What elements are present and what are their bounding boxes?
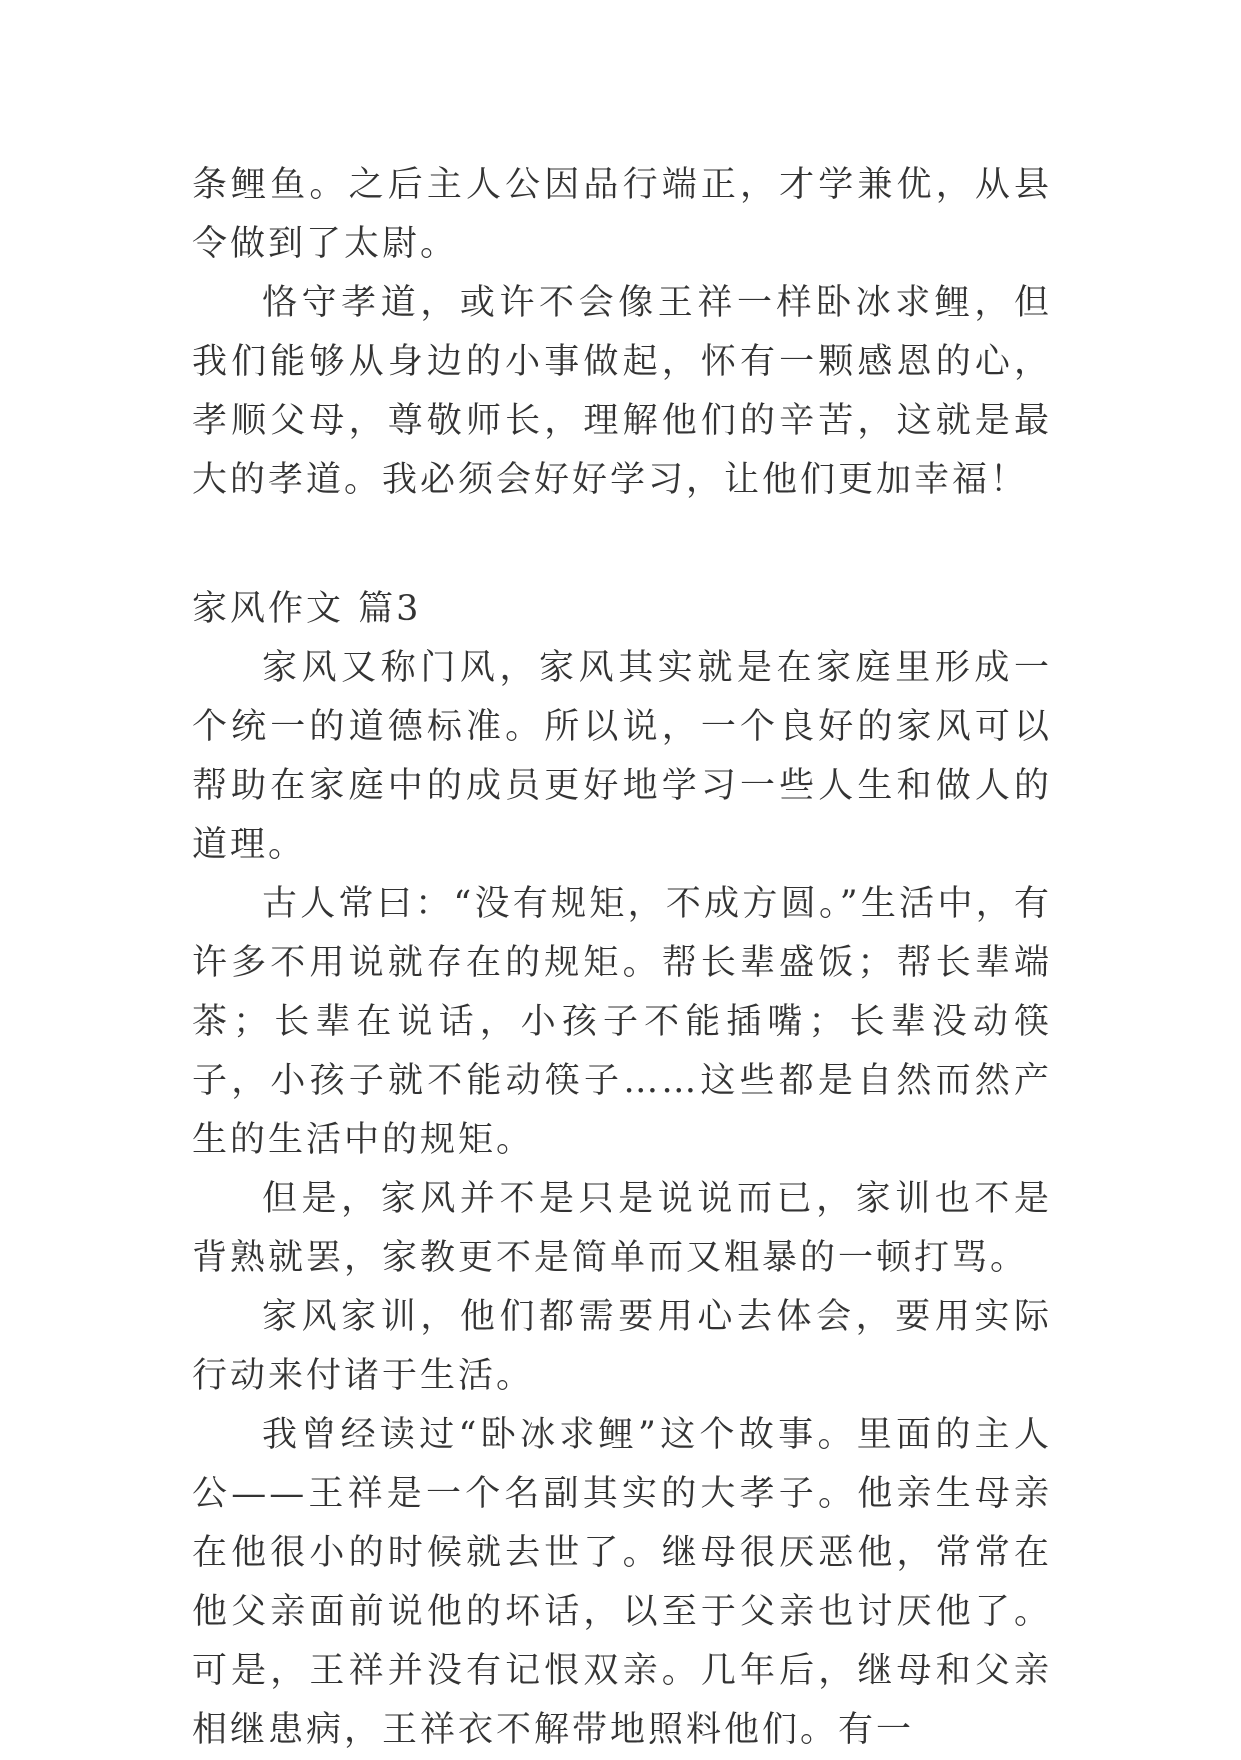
paragraph: 我曾经读过“卧冰求鲤”这个故事。里面的主人公——王祥是一个名副其实的大孝子。他亲生母亲在他很小的时候就去世了。继母很厌恶他，常常在他父亲面前说他的坏话，以至于父亲也讨厌他了。可是，王祥并没有记恨双亲。几年后，继母和父亲相继患病，王祥衣不解带地照料他们。有一 — [192, 1415, 1052, 1750]
paragraph-continuation: 条鲤鱼。之后主人公因品行端正，才学兼优，从县令做到了太尉。 — [192, 165, 1052, 264]
paragraph: 但是，家风并不是只是说说而已，家训也不是背熟就罢，家教更不是简单而又粗暴的一顿打骂。 — [192, 1179, 1052, 1278]
paragraph: 家风家训，他们都需要用心去体会，要用实际行动来付诸于生活。 — [192, 1297, 1052, 1396]
paragraph: 古人常曰：“没有规矩，不成方圆。”生活中，有许多不用说就存在的规矩。帮长辈盛饭；帮长辈端茶；长辈在说话，小孩子不能插嘴；长辈没动筷子，小孩子就不能动筷子……这些都是自然而然产生的生活中的规矩。 — [192, 884, 1052, 1160]
paragraph: 恪守孝道，或许不会像王祥一样卧冰求鲤，但我们能够从身边的小事做起，怀有一颗感恩的心，孝顺父母，尊敬师长，理解他们的辛苦，这就是最大的孝道。我必须会好好学习，让他们更加幸福！ — [192, 283, 1052, 500]
document-body — [192, 156, 1052, 1760]
paragraph: 家风又称门风，家风其实就是在家庭里形成一个统一的道德标准。所以说，一个良好的家风可以帮助在家庭中的成员更好地学习一些人生和做人的道理。 — [192, 648, 1052, 865]
section-heading: 家风作文 篇3 — [192, 589, 422, 629]
